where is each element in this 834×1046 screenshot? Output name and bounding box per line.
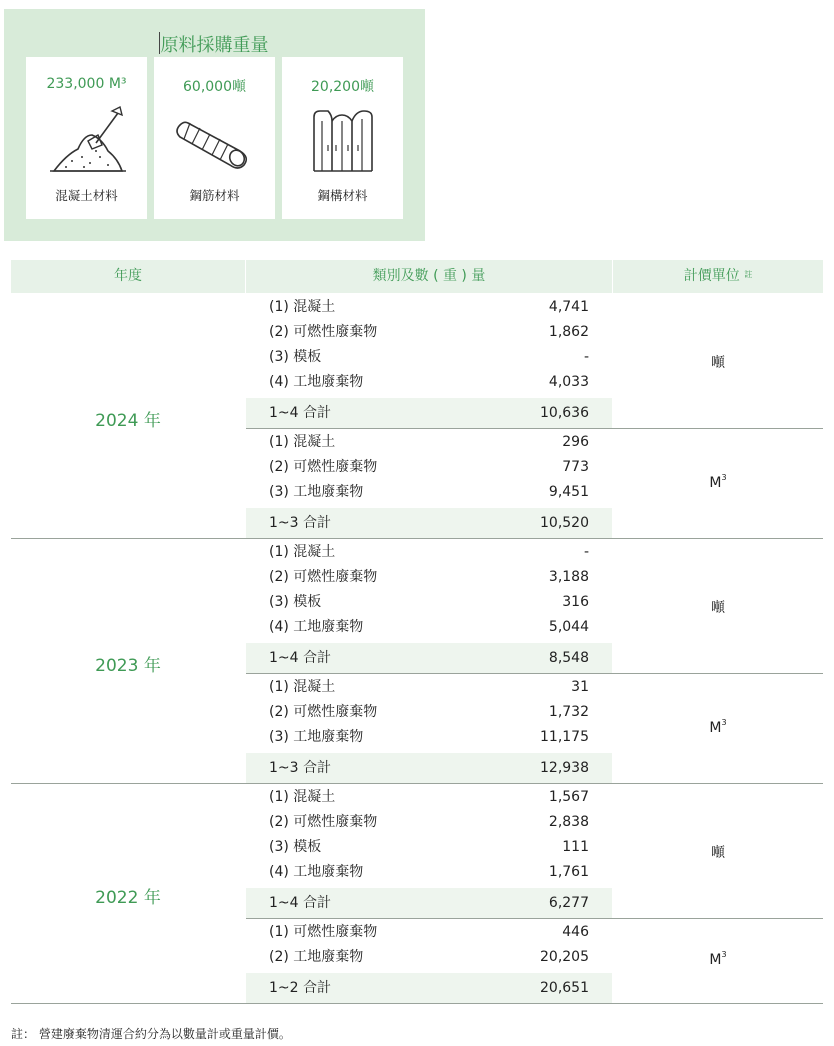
row-item-value: 20,205 <box>540 949 589 965</box>
subtotal-label: 1~4 合計 <box>269 405 331 421</box>
group-divider <box>246 918 823 919</box>
row-item-value: 111 <box>562 839 589 855</box>
unit-superscript: 3 <box>721 472 727 482</box>
row-item-value: - <box>583 349 589 365</box>
subtotal-value: 8,548 <box>548 650 589 666</box>
group-divider <box>11 783 823 784</box>
row-item-label: (2) 可燃性廢棄物 <box>269 569 378 585</box>
subtotal-value: 12,938 <box>540 760 589 776</box>
row-item-value: 1,567 <box>548 789 589 805</box>
row-item-label: (1) 可燃性廢棄物 <box>269 924 378 940</box>
card-label: 混凝土材料 <box>55 188 118 203</box>
concrete-pile-shovel-icon <box>46 105 128 177</box>
header-year: 年度 <box>114 268 142 284</box>
header-category: 類別及數 ( 重 ) 量 <box>372 268 486 284</box>
group-divider <box>11 1003 823 1004</box>
rebar-bundle-icon <box>174 105 256 177</box>
group-divider <box>246 673 823 674</box>
row-item-label: (4) 工地廢棄物 <box>269 619 364 635</box>
row-item-value: 1,862 <box>548 324 589 340</box>
subtotal-value: 6,277 <box>548 895 589 911</box>
table-header <box>11 260 823 293</box>
row-item-label: (3) 模板 <box>269 349 322 365</box>
row-item-label: (2) 可燃性廢棄物 <box>269 814 378 830</box>
row-item-value: 3,188 <box>548 569 589 585</box>
row-item-label: (1) 混凝土 <box>269 789 336 805</box>
unit-text: 噸 <box>711 355 725 371</box>
panel-title: 原料採購重量 <box>4 31 425 57</box>
footnote: 註： 營建廢棄物清運合約分為以數量計或重量計價。 <box>11 1027 291 1041</box>
row-item-value: 1,732 <box>548 704 589 720</box>
card-value: 233,000 M³ <box>46 76 127 92</box>
row-item-value: 316 <box>562 594 589 610</box>
unit-cell <box>613 952 823 968</box>
row-item-label: (1) 混凝土 <box>269 434 336 450</box>
row-item-label: (3) 工地廢棄物 <box>269 729 364 745</box>
unit-text: 噸 <box>711 600 725 616</box>
subtotal-value: 10,520 <box>540 515 589 531</box>
header-unit: 計價單位 $^註$ <box>683 268 753 284</box>
year-label: 2022 年 <box>95 888 161 908</box>
row-item-value: 4,741 <box>548 299 589 315</box>
card-label: 鋼筋材料 <box>189 188 240 203</box>
row-item-value: 11,175 <box>540 729 589 745</box>
row-item-label: (3) 模板 <box>269 839 322 855</box>
subtotal-label: 1~4 合計 <box>269 650 331 666</box>
group-divider <box>11 538 823 539</box>
subtotal-label: 1~4 合計 <box>269 895 331 911</box>
subtotal-label: 1~2 合計 <box>269 980 331 996</box>
row-item-label: (1) 混凝土 <box>269 679 336 695</box>
row-item-value: 2,838 <box>548 814 589 830</box>
row-item-label: (1) 混凝土 <box>269 299 336 315</box>
unit-cell <box>613 472 823 491</box>
row-item-value: 5,044 <box>548 619 589 635</box>
row-item-value: 9,451 <box>548 484 589 500</box>
text-cursor <box>159 32 160 54</box>
material-purchase-panel <box>4 9 425 241</box>
header-unit-note-mark: 註 <box>744 270 753 279</box>
year-label: 2023 年 <box>95 655 161 676</box>
unit-text: M <box>709 719 722 736</box>
unit-text: M <box>709 952 722 968</box>
subtotal-value: 10,636 <box>540 405 589 421</box>
row-item-label: (3) 模板 <box>269 594 322 610</box>
card-value: 60,000噸 <box>183 79 246 95</box>
subtotal-value: 20,651 <box>540 980 589 996</box>
steel-sheet-pile-icon <box>302 105 384 177</box>
row-item-label: (2) 工地廢棄物 <box>269 949 364 965</box>
group-divider <box>246 428 823 429</box>
subtotal-label: 1~3 合計 <box>269 760 331 776</box>
material-card-steel <box>282 57 403 219</box>
unit-text: 噸 <box>711 845 725 861</box>
row-item-value: 1,761 <box>548 864 589 880</box>
material-card-rebar <box>154 57 275 219</box>
row-item-label: (4) 工地廢棄物 <box>269 374 364 390</box>
row-item-value: 773 <box>562 459 589 475</box>
row-item-value: - <box>583 544 589 560</box>
row-item-value: 296 <box>562 434 589 450</box>
unit-cell <box>613 842 823 862</box>
row-item-value: 446 <box>562 924 589 940</box>
row-item-value: 31 <box>571 679 589 695</box>
row-item-label: (2) 可燃性廢棄物 <box>269 459 378 475</box>
year-label: 2024 年 <box>95 410 161 431</box>
unit-superscript: 3 <box>721 717 727 727</box>
row-item-label: (4) 工地廢棄物 <box>269 864 364 880</box>
row-item-label: (2) 可燃性廢棄物 <box>269 324 378 340</box>
unit-cell <box>613 352 823 372</box>
unit-superscript: 3 <box>721 950 727 959</box>
row-item-label: (2) 可燃性廢棄物 <box>269 704 378 720</box>
row-item-value: 4,033 <box>548 374 589 390</box>
row-item-label: (3) 工地廢棄物 <box>269 484 364 500</box>
material-card-concrete <box>26 57 147 219</box>
unit-cell <box>613 717 823 736</box>
unit-cell <box>613 597 823 617</box>
unit-text: M <box>709 474 722 491</box>
card-value: 20,200噸 <box>311 79 374 95</box>
row-item-label: (1) 混凝土 <box>269 544 336 560</box>
subtotal-label: 1~3 合計 <box>269 515 331 531</box>
card-label: 鋼構材料 <box>317 188 368 203</box>
